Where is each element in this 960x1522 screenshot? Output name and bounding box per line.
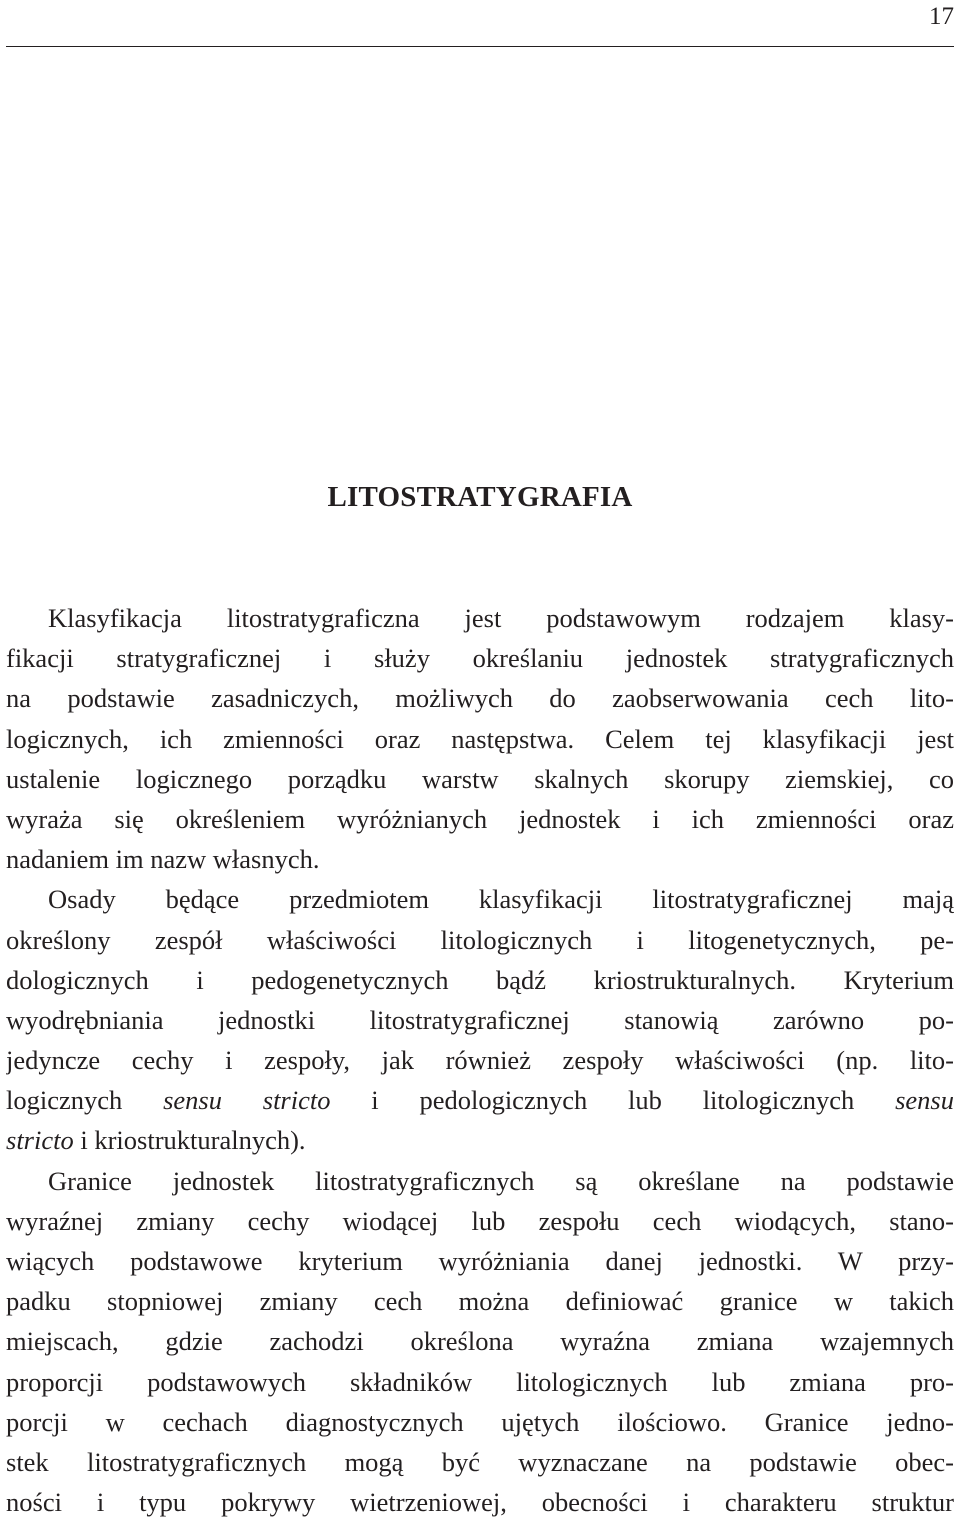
page-number: 17 — [929, 3, 954, 30]
header-rule — [6, 46, 954, 47]
text-line: ności i typu pokrywy wietrzeniowej, obecności i charakteru struktur — [6, 1487, 954, 1518]
text-line: nadaniem im nazw własnych. — [6, 844, 320, 875]
text-line: wyodrębniania jednostki litostratygraficznej stanowią zarówno po- — [6, 1004, 954, 1035]
body-text — [6, 598, 954, 1522]
text-line: miejscach, gdzie zachodzi określona wyraźna zmiana wzajemnych — [6, 1326, 954, 1357]
text-line: wiących podstawowe kryterium wyróżniania danej jednostki. W przy- — [6, 1246, 954, 1276]
text-line: Osady będące przedmiotem klasyfikacji litostratygraficznej mają — [48, 884, 954, 915]
text-line: porcji w cechach diagnostycznych ujętych ilościowo. Granice jedno- — [6, 1406, 954, 1437]
text-line: wyraźnej zmiany cechy wiodącej lub zespołu cech wiodących, stano- — [6, 1205, 954, 1236]
chapter-title: LITOSTRATYGRAFIA — [327, 481, 633, 513]
text-line: Klasyfikacja litostratygraficzna jest podstawowym rodzajem klasy- — [48, 603, 954, 633]
text-line: na podstawie zasadniczych, możliwych do zaobserwowania cech lito- — [6, 683, 954, 714]
text-line: określony zespół właściwości litologicznych i litogenetycznych, pe- — [6, 924, 954, 955]
text-line: proporcji podstawowych składników litologicznych lub zmiana pro- — [6, 1366, 954, 1397]
text-line: ustalenie logicznego porządku warstw skalnych skorupy ziemskiej, co — [6, 763, 954, 794]
italic-term: stricto — [6, 1125, 74, 1156]
text-line: padku stopniowej zmiany cech można definiować granice w takich — [6, 1286, 954, 1317]
italic-term: sensu stricto — [163, 1085, 331, 1116]
text-line: fikacji stratygraficznej i służy określaniu jednostek stratygraficznych — [6, 643, 954, 674]
text-line: logicznych, ich zmienności oraz następstwa. Celem tej klasyfikacji jest — [6, 723, 954, 754]
text-line: dologicznych i pedogenetycznych bądź kriostrukturalnych. Kryterium — [6, 964, 954, 995]
italic-term: sensu — [895, 1085, 954, 1116]
text-line: logicznych sensu stricto i pedologicznych lub litologicznych sensu — [6, 1085, 954, 1116]
text-line: jedyncze cechy i zespoły, jak również zespoły właściwości (np. lito- — [6, 1045, 954, 1076]
text-line: stek litostratygraficznych mogą być wyznaczane na podstawie obec- — [6, 1446, 954, 1477]
text-line: Granice jednostek litostratygraficznych są określane na podstawie — [48, 1165, 954, 1196]
text-line: wyraża się określeniem wyróżnianych jednostek i ich zmienności oraz — [6, 803, 954, 834]
text-line: stricto i kriostrukturalnych). — [6, 1125, 306, 1156]
